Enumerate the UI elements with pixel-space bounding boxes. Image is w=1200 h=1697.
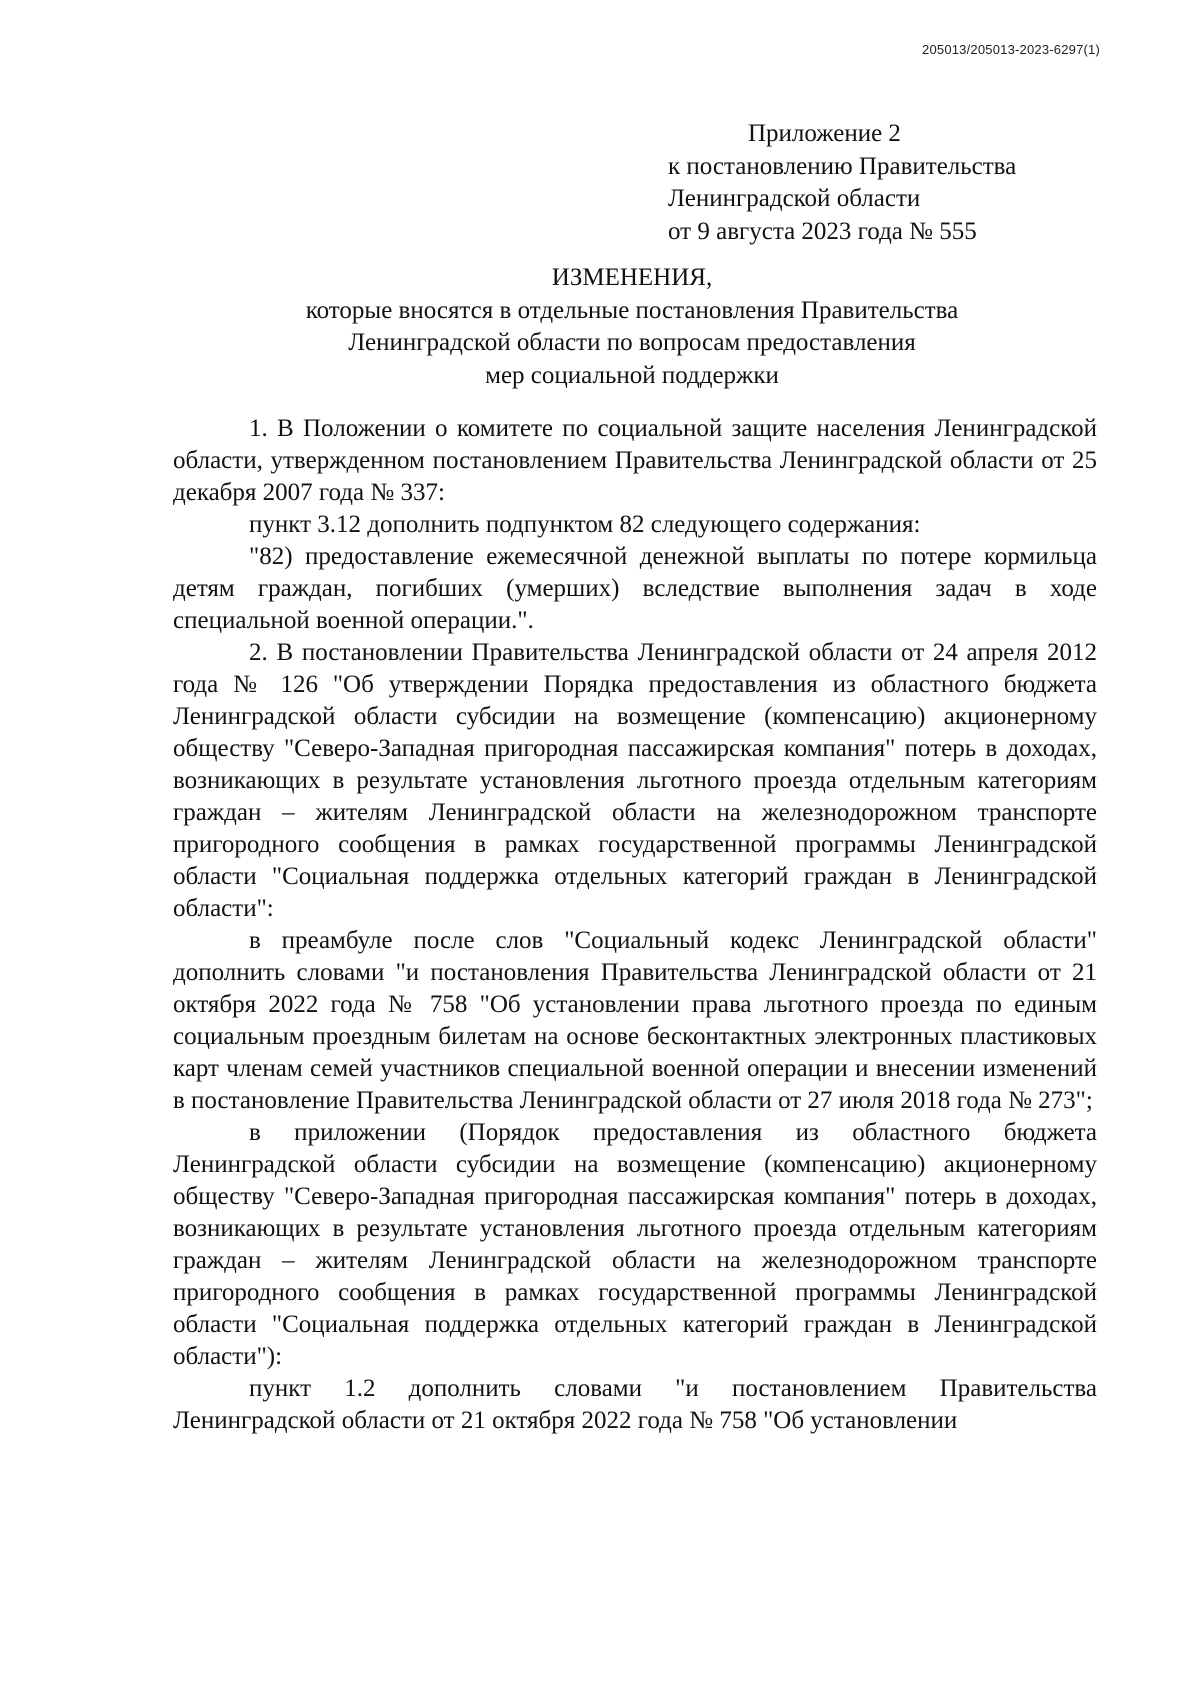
- appendix-number: Приложение 2: [748, 120, 901, 147]
- document-body: [173, 413, 1097, 1437]
- paragraph-point-3-12: пункт 3.12 дополнить подпунктом 82 следующего содержания:: [249, 511, 921, 538]
- document-heading: [170, 262, 1094, 392]
- appendix-reference: к постановлению Правительства: [668, 152, 1017, 180]
- heading-subtitle-line-3: мер социальной поддержки: [485, 361, 779, 389]
- heading-subtitle-line-2: Ленинградской области по вопросам предоставления: [348, 329, 916, 356]
- appendix-block: [668, 118, 1016, 248]
- heading-subtitle-line-1: которые вносятся в отдельные постановления Правительства: [305, 296, 959, 324]
- heading-title: ИЗМЕНЕНИЯ,: [551, 264, 713, 291]
- paragraph-point-1-2: пункт 1.2 дополнить словами "и постановлением Правительства Ленинградской области от 21 октября 2022 года № 758 "Об установлении: [173, 1375, 1097, 1434]
- paragraph-appendix-change: в приложении (Порядок предоставления из областного бюджета Ленинградской области субсидии на возмещение (компенсацию) акционерному обществу "Северо-Западная пригородная пассажирская компания" потерь в доходах, возникающих в результате установления льготного проезда отдельным категориям граждан – жителям Ленинградской области на железнодорожном транспорте пригородного сообщения в рамках государственной программы Ленинградской области "Социальная поддержка отдельных категорий граждан в Ленинградской области"):: [173, 1119, 1097, 1370]
- paragraph-preamble-change: в преамбуле после слов "Социальный кодекс Ленинградской области" дополнить словами "и постановления Правительства Ленинградской области от 21 октября 2022 года № 758 "Об установлении права льготного проезда по единым социальным проездным билетам на основе бесконтактных электронных пластиковых карт членам семей участников специальной военной операции и внесении изменений в постановление Правительства Ленинградской области от 27 июля 2018 года № 273";: [173, 927, 1097, 1114]
- appendix-date-number: от 9 августа 2023 года № 555: [668, 217, 977, 245]
- document-registration-number: 205013/205013-2023-6297(1): [922, 42, 1100, 57]
- appendix-region: Ленинградской области: [668, 185, 921, 212]
- paragraph-item-2: 2. В постановлении Правительства Ленинградской области от 24 апреля 2012 года № 126 "Об утверждении Порядка предоставления из областного бюджета Ленинградской области субсидии на возмещение (компенсацию) акционерному обществу "Северо-Западная пригородная пассажирская компания" потерь в доходах, возникающих в результате установления льготного проезда отдельным категориям граждан – жителям Ленинградской области на железнодорожном транспорте пригородного сообщения в рамках государственной программы Ленинградской области "Социальная поддержка отдельных категорий граждан в Ленинградской области":: [173, 639, 1097, 922]
- paragraph-item-1: 1. В Положении о комитете по социальной защите населения Ленинградской области, утвержденном постановлением Правительства Ленинградской области от 25 декабря 2007 года № 337:: [173, 415, 1097, 506]
- paragraph-subpoint-82: "82) предоставление ежемесячной денежной выплаты по потере кормильца детям граждан, погибших (умерших) вследствие выполнения задач в ходе специальной военной операции.".: [173, 543, 1097, 634]
